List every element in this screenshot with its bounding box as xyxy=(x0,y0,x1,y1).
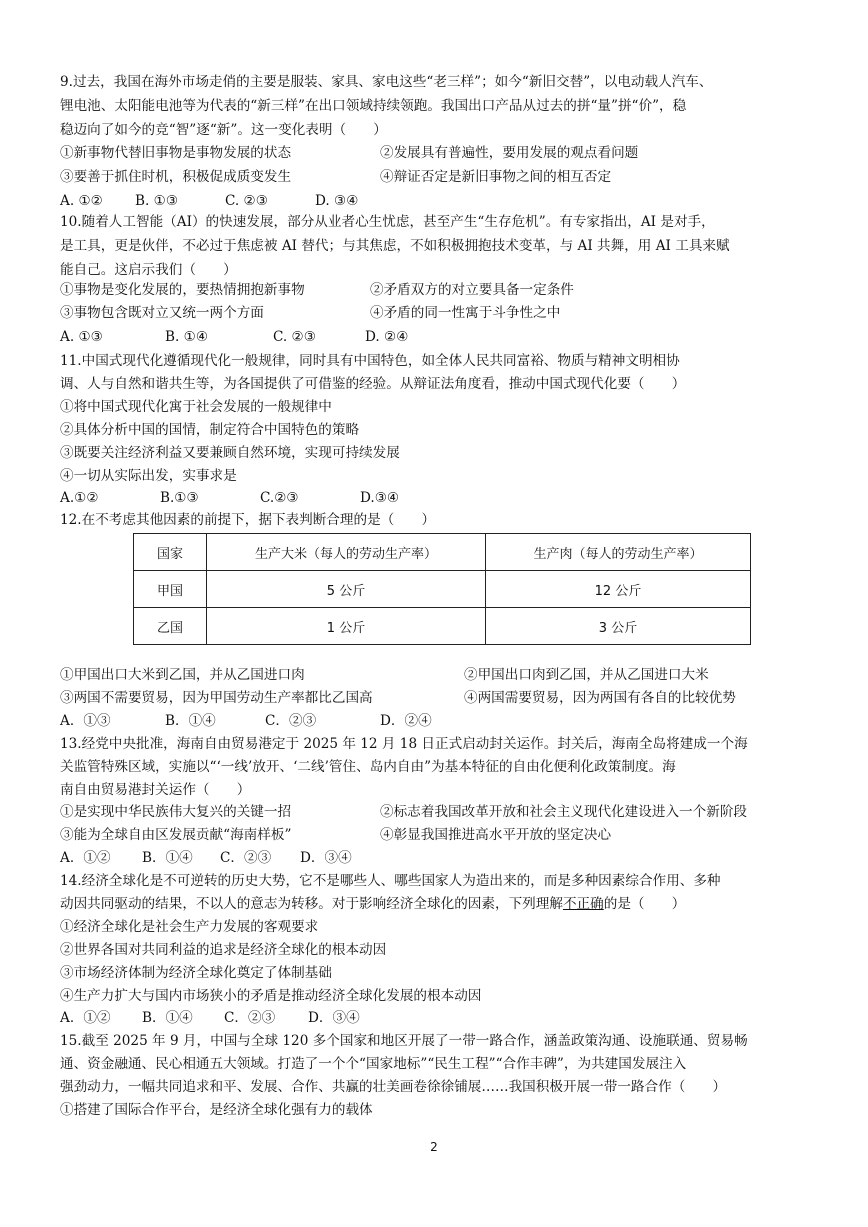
page-number: 2 xyxy=(430,1140,438,1154)
q11-item-2: ②具体分析中国的国情，制定符合中国特色的策略 xyxy=(60,422,360,438)
q14-item-4: ④生产力扩大与国内市场狭小的矛盾是推动经济全球化发展的根本动因 xyxy=(60,988,482,1004)
q14-answer-c: C．②③ xyxy=(224,1010,276,1026)
q12-option-4: ④两国需要贸易，因为两国有各自的比较优势 xyxy=(464,690,736,706)
q10-answer-d: D. ②④ xyxy=(365,329,409,345)
q14-emphasis-not-correct: 不正确 xyxy=(562,896,604,912)
q12-option-3: ③两国不需要贸易，因为甲国劳动生产率都比乙国高 xyxy=(60,690,373,706)
q14-stem-text: 动因共同驱动的结果，不以人的意志为转移。对于影响经济全球化的因素，下列理解 xyxy=(60,896,563,912)
q13-option-2: ②标志着我国改革开放和社会主义现代化建设进入一个新阶段 xyxy=(380,804,748,820)
table-cell-meat: 3 公斤 xyxy=(486,608,751,645)
q11-answer-a: A.①② xyxy=(60,490,99,506)
q14-answer-a: A．①② xyxy=(60,1010,111,1026)
productivity-table xyxy=(133,533,751,645)
q12-answer-a: A．①③ xyxy=(60,713,111,729)
table-cell-meat: 12 公斤 xyxy=(486,571,751,608)
q13-stem-line-1: 13.经党中央批准，海南自由贸易港定于 2025 年 12 月 18 日正式启动封关运作。封关后，海南全岛将建成一个海 xyxy=(60,736,748,752)
q9-answer-c: C. ②③ xyxy=(225,193,268,209)
q10-option-1: ①事物是变化发展的，要热情拥抱新事物 xyxy=(60,282,305,298)
q10-stem-line-2: 是工具，更是伙伴，不必过于焦虑被 AI 替代；与其焦虑，不如积极拥抱技术变革，与 AI 共舞，用 AI 工具来赋 xyxy=(60,238,730,254)
q13-stem-line-3: 南自由贸易港封关运作（ ） xyxy=(60,782,251,798)
q13-option-4: ④彰显我国推进高水平开放的坚定决心 xyxy=(380,827,612,843)
q9-answer-d: D. ③④ xyxy=(315,193,359,209)
q13-answer-c: C．②③ xyxy=(220,850,272,866)
q11-answer-c: C.②③ xyxy=(260,490,299,506)
q9-option-1: ①新事物代替旧事物是事物发展的状态 xyxy=(60,145,292,161)
q12-option-1: ①甲国出口大米到乙国，并从乙国进口肉 xyxy=(60,667,305,683)
q14-stem-tail: 的是（ ） xyxy=(603,896,686,912)
q14-item-2: ②世界各国对共同利益的追求是经济全球化的根本动因 xyxy=(60,942,387,958)
q12-answer-d: D．②④ xyxy=(380,713,432,729)
q10-option-2: ②矛盾双方的对立要具备一定条件 xyxy=(370,282,574,298)
q10-stem-line-1: 10.随着人工智能（AI）的快速发展，部分从业者心生忧虑，甚至产生“生存危机”。有专家指出，AI 是对手， xyxy=(60,214,715,230)
q13-stem-line-2: 关监管特殊区域，实施以“‘一线’放开、‘二线’管住、岛内自由”为基本特征的自由化便利化政策制度。海 xyxy=(60,759,676,775)
q10-answer-a: A. ①③ xyxy=(60,329,103,345)
q13-option-1: ①是实现中华民族伟大复兴的关键一招 xyxy=(60,804,292,820)
q10-stem-line-3: 能自己。这启示我们（ ） xyxy=(60,262,237,278)
q15-stem-line-1: 15.截至 2025 年 9 月，中国与全球 120 多个国家和地区开展了一带一路合作，涵盖政策沟通、设施联通、贸易畅 xyxy=(60,1033,748,1049)
q15-stem-line-3: 强劲动力，一幅共同追求和平、发展、合作、共赢的壮美画卷徐徐铺展……我国积极开展一带一路合作（ ） xyxy=(60,1079,727,1095)
q11-stem-line-2: 调、人与自然和谐共生等，为各国提供了可借鉴的经验。从辩证法角度看，推动中国式现代化要（ ） xyxy=(60,376,686,392)
q10-answer-b: B. ①④ xyxy=(165,329,209,345)
q9-answer-b: B. ①③ xyxy=(135,193,179,209)
table-header-rice: 生产大米（每人的劳动生产率） xyxy=(207,534,486,571)
q15-item-1: ①搭建了国际合作平台，是经济全球化强有力的载体 xyxy=(60,1102,373,1118)
table-row xyxy=(134,571,751,608)
table-cell-country: 乙国 xyxy=(134,608,207,645)
q13-answer-b: B．①④ xyxy=(142,850,193,866)
q13-option-3: ③能为全球自由区发展贡献“海南样板” xyxy=(60,827,292,843)
q12-stem: 12.在不考虑其他因素的前提下，据下表判断合理的是（ ） xyxy=(60,512,436,528)
q9-stem-line-3: 稳迈向了如今的竞“智”逐“新”。这一变化表明（ ） xyxy=(60,122,387,138)
q9-stem-line-1: 9.过去，我国在海外市场走俏的主要是服装、家具、家电这些“老三样”；如今“新旧交替”，以电动载人汽车、 xyxy=(60,74,713,90)
q9-stem-line-2: 锂电池、太阳能电池等为代表的“新三样”在出口领域持续领跑。我国出口产品从过去的拼“量”拼“价”，稳 xyxy=(60,98,687,114)
table-cell-rice: 1 公斤 xyxy=(207,608,486,645)
table-header-row xyxy=(134,534,751,571)
q12-answer-b: B．①④ xyxy=(165,713,216,729)
q10-answer-c: C. ②③ xyxy=(273,329,316,345)
q9-option-2: ②发展具有普遍性，要用发展的观点看问题 xyxy=(380,145,639,161)
q11-item-4: ④一切从实际出发，实事求是 xyxy=(60,468,237,484)
table-cell-country: 甲国 xyxy=(134,571,207,608)
q14-item-1: ①经济全球化是社会生产力发展的客观要求 xyxy=(60,919,319,935)
q10-option-4: ④矛盾的同一性寓于斗争性之中 xyxy=(370,305,561,321)
table-header-meat: 生产肉（每人的劳动生产率） xyxy=(486,534,751,571)
q11-stem-line-1: 11.中国式现代化遵循现代化一般规律，同时具有中国特色，如全体人民共同富裕、物质与精神文明相协 xyxy=(60,353,680,369)
table-row xyxy=(134,608,751,645)
q14-answer-d: D．③④ xyxy=(308,1010,360,1026)
q11-answer-b: B.①③ xyxy=(160,490,199,506)
q12-answer-c: C．②③ xyxy=(265,713,317,729)
q10-option-3: ③事物包含既对立又统一两个方面 xyxy=(60,305,264,321)
table-header-country: 国家 xyxy=(134,534,207,571)
q14-stem-line-1: 14.经济全球化是不可逆转的历史大势，它不是哪些人、哪些国家人为造出来的，而是多种因素综合作用、多种 xyxy=(60,873,721,889)
q13-answer-a: A．①② xyxy=(60,850,111,866)
q14-answer-b: B．①④ xyxy=(142,1010,193,1026)
q13-answer-d: D．③④ xyxy=(300,850,352,866)
table-cell-rice: 5 公斤 xyxy=(207,571,486,608)
q15-stem-line-2: 通、资金融通、民心相通五大领域。打造了一个个“国家地标”“民生工程”“合作丰碑”，为共建国发展注入 xyxy=(60,1056,687,1072)
q11-answer-d: D.③④ xyxy=(360,490,400,506)
q9-option-3: ③要善于抓住时机，积极促成质变发生 xyxy=(60,169,292,185)
q9-option-4: ④辩证否定是新旧事物之间的相互否定 xyxy=(380,169,612,185)
q14-stem-line-2 xyxy=(60,895,685,913)
q11-item-3: ③既要关注经济利益又要兼顾自然环境，实现可持续发展 xyxy=(60,445,400,461)
q14-item-3: ③市场经济体制为经济全球化奠定了体制基础 xyxy=(60,965,332,981)
q11-item-1: ①将中国式现代化寓于社会发展的一般规律中 xyxy=(60,399,332,415)
q9-answer-a: A. ①② xyxy=(60,193,103,209)
q12-option-2: ②甲国出口肉到乙国，并从乙国进口大米 xyxy=(464,667,709,683)
